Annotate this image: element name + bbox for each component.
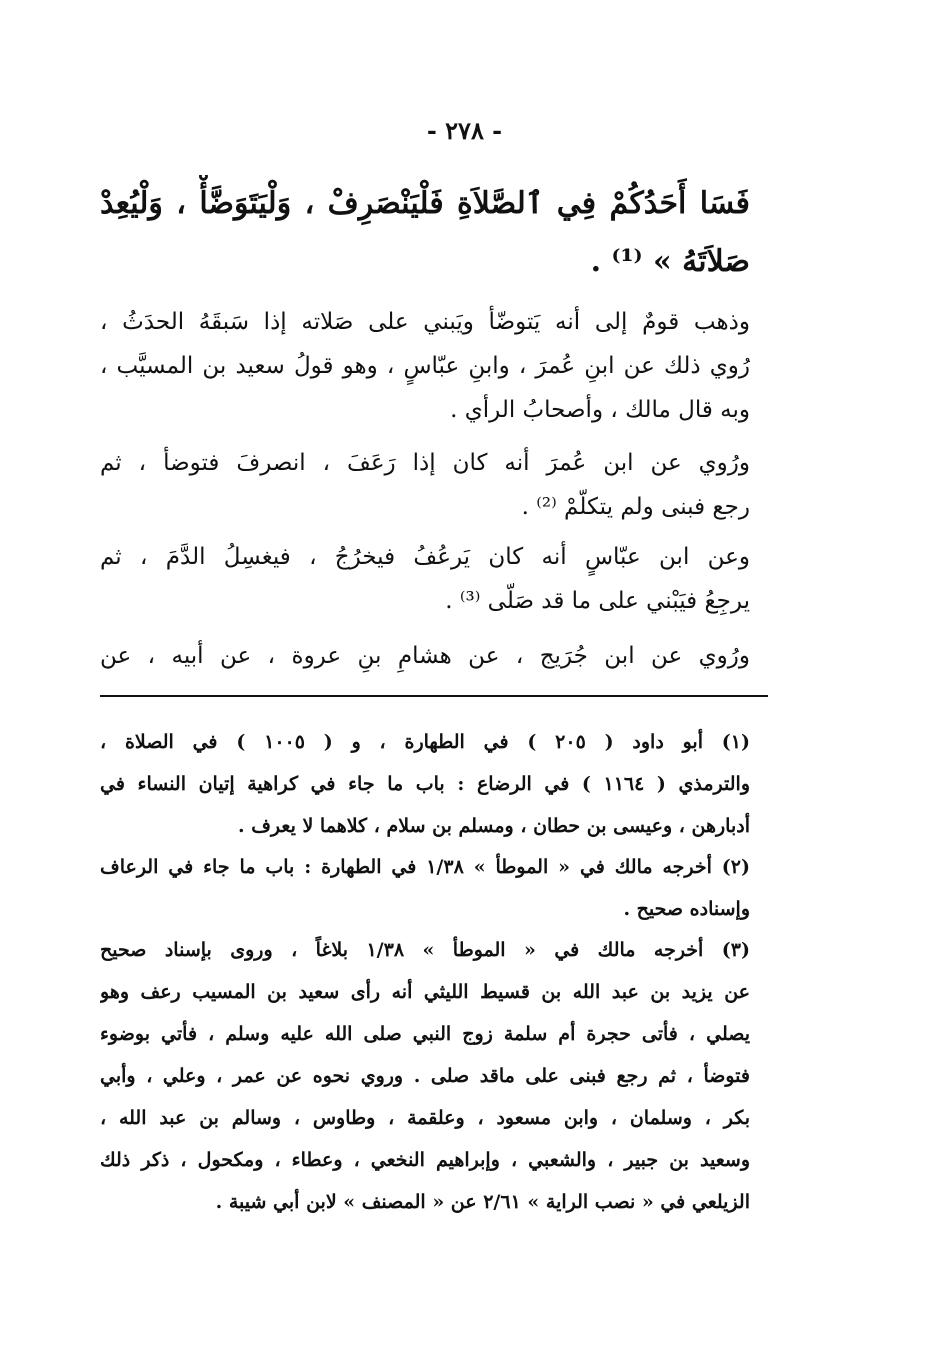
page-number: - ٢٧٨ -: [426, 116, 503, 145]
paragraph: [100, 300, 750, 432]
paragraph-line: رُوي ذلك عن ابنِ عُمرَ ، وابنِ عبّاسٍ ، وهو قولُ سعيد بن المسيَّب ،: [100, 353, 750, 379]
paragraph-line: وعن ابن عبّاسٍ أنه كان يَرعُفُ فيخرُجُ ، فيغسِلُ الدَّمَ ، ثم: [100, 544, 750, 570]
footnote-line: (٢) أخرجه مالك في « الموطأ » ١/٣٨ في الطهارة : باب ما جاء في الرعاف: [100, 856, 750, 878]
paragraph-line: ورُوي عن ابن عُمرَ أنه كان إذا رَعَفَ ، انصرفَ فتوضأ ، ثم: [100, 450, 750, 476]
hadith-line: صَلاَتَهُ » ⁽¹⁾ .: [590, 244, 750, 279]
footnote-line: وسعيد بن جبير ، والشعبي ، وإبراهيم النخعي ، وعطاء ، ومكحول ، ذكر ذلك: [100, 1149, 750, 1171]
footnote-line: فتوضأ ، ثم رجع فبنى على ماقد صلى . وروي نحوه عن عمر ، وعلي ، وأبي: [100, 1065, 750, 1087]
hadith-text: [100, 175, 750, 291]
footnote: [100, 929, 750, 1223]
hadith-line: فَسَا أَحَدُكُمْ فِي ٱلصَّلاَةِ فَلْيَنْصَرِفْ ، وَلْيَتَوَضَّأْ ، وَلْيُعِدْ: [100, 186, 750, 221]
footnote-line: وإسناده صحيح .: [623, 898, 750, 920]
paragraph: [100, 535, 750, 623]
paragraph-line: ورُوي عن ابن جُرَيج ، عن هشامِ بنِ عروة ، عن أبيه ، عن: [100, 643, 750, 669]
paragraph-line: رجع فبنى ولم يتكلّمْ ⁽²⁾ .: [521, 494, 750, 520]
paragraph-line: وذهب قومٌ إلى أنه يَتوضّأ ويَبني على صَلاته إذا سَبقَهُ الحدَثُ ،: [100, 309, 750, 335]
footnote-line: (٣) أخرجه مالك في « الموطأ » ١/٣٨ بلاغاً ، وروى بإسناد صحيح: [100, 939, 750, 961]
footnote-line: عن يزيد بن عبد الله بن قسيط الليثي أنه رأى سعيد بن المسيب رعف وهو: [100, 981, 750, 1003]
footnote-divider: [100, 695, 768, 697]
paragraph: [100, 441, 750, 529]
footnote-line: يصلي ، فأتى حجرة أم سلمة زوج النبي صلى الله عليه وسلم ، فأتي بوضوء: [100, 1023, 750, 1045]
paragraph-line: يرجِعُ فيَبْني على ما قد صَلّى ⁽³⁾ .: [445, 588, 750, 614]
footnote-line: الزيلعي في « نصب الراية » ٢/٦١ عن « المصنف » لابن أبي شيبة .: [215, 1191, 750, 1213]
footnote: [100, 846, 750, 930]
paragraph: [100, 634, 750, 678]
footnote-line: والترمذي ( ١١٦٤ ) في الرضاع : باب ما جاء في كراهية إتيان النساء في: [100, 773, 750, 795]
footnote: [100, 721, 750, 847]
paragraph-line: وبه قال مالك ، وأصحابُ الرأي .: [450, 397, 750, 423]
footnote-line: أدبارهن ، وعيسى بن حطان ، ومسلم بن سلام ، كلاهما لا يعرف .: [238, 815, 750, 837]
footnote-line: بكر ، وسلمان ، وابن مسعود ، وعلقمة ، وطاوس ، وسالم بن عبد الله ،: [100, 1107, 750, 1129]
footnote-line: (١) أبو داود ( ٢٠٥ ) في الطهارة ، و ( ١٠٠٥ ) في الصلاة ،: [100, 731, 750, 753]
